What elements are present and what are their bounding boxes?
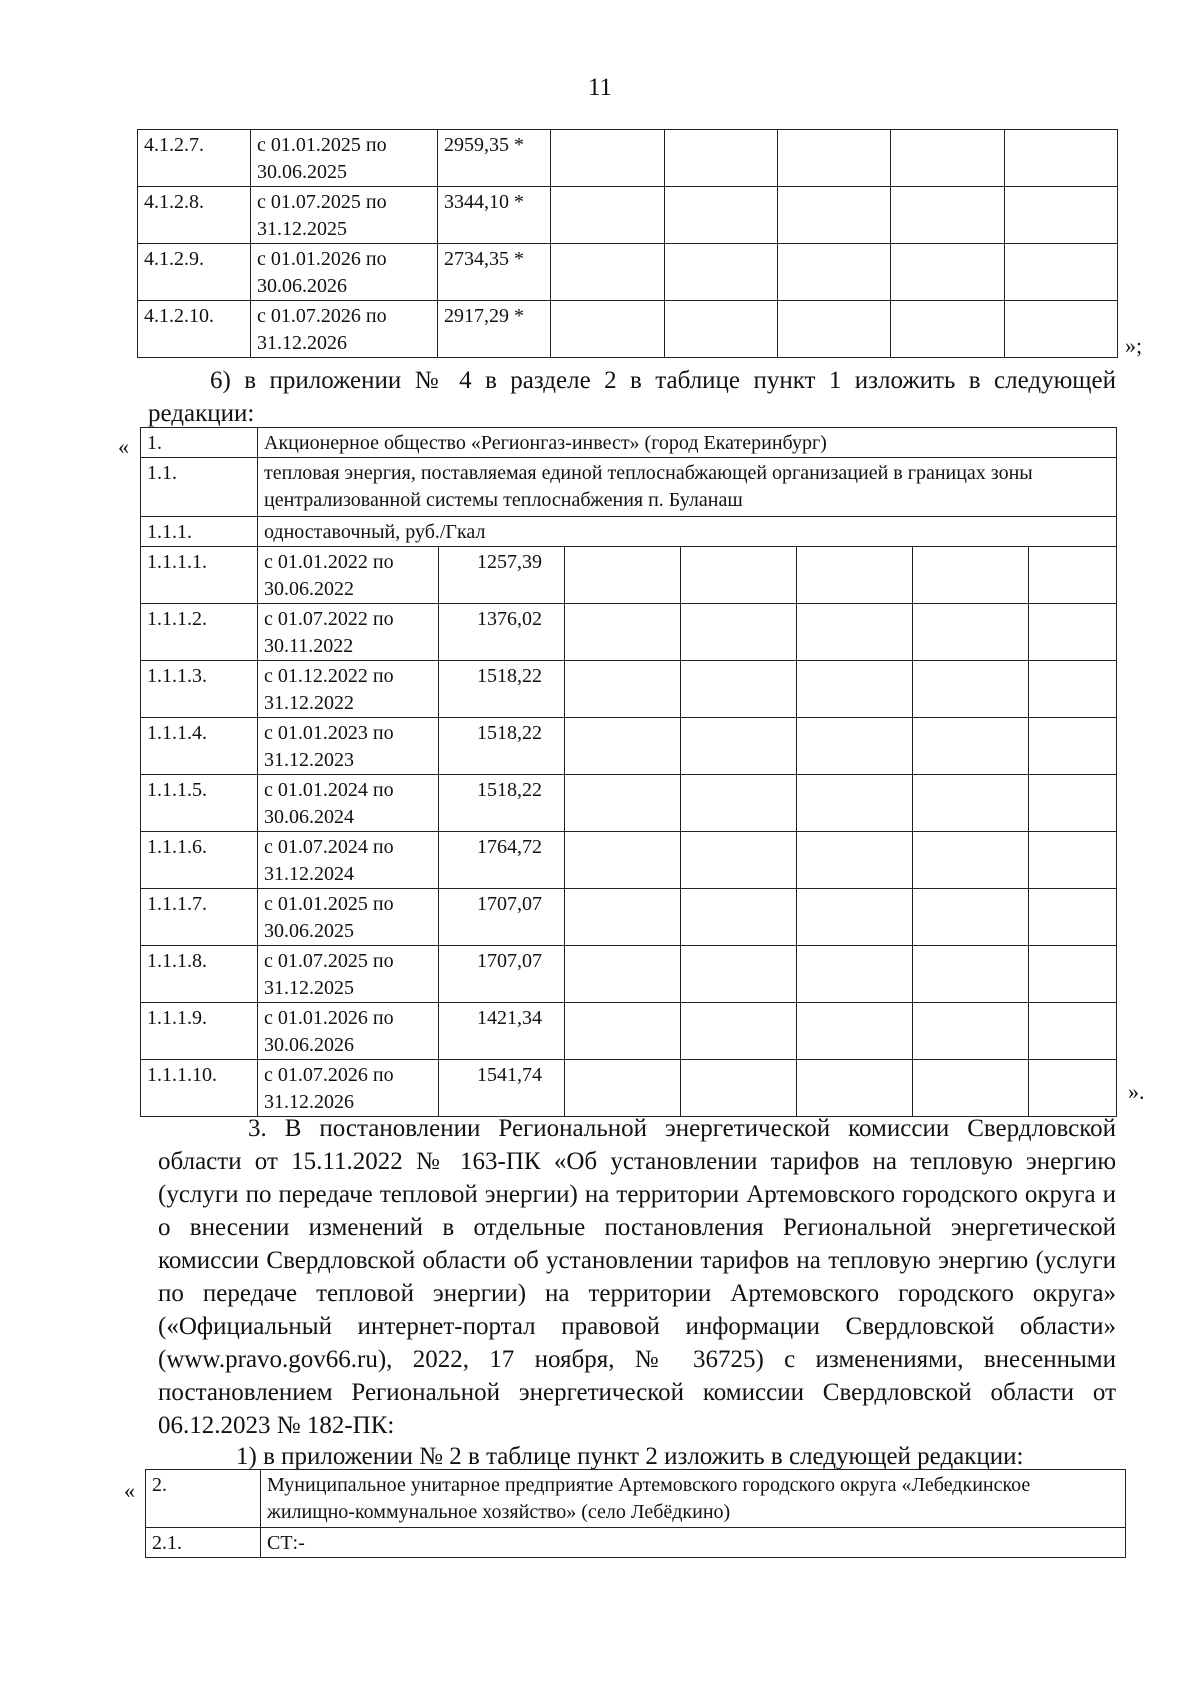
empty-cell [913, 718, 1029, 775]
period-cell: с 01.01.2025 по 30.06.2025 [258, 889, 439, 946]
row-number: 1.1.1.2. [141, 604, 258, 661]
period-cell: с 01.07.2024 по 31.12.2024 [258, 832, 439, 889]
table-row [141, 1003, 1117, 1060]
table-row [141, 661, 1117, 718]
row-number: 1.1.1.7. [141, 889, 258, 946]
service-description: тепловая энергия, поставляемая единой теплоснабжающей организацией в границах зоны централизованной системы теплоснабжения п. Буланаш [258, 458, 1117, 517]
tariff-value: 1707,07 [439, 889, 565, 946]
period-cell: с 01.12.2022 по 31.12.2022 [258, 661, 439, 718]
empty-cell [797, 547, 913, 604]
tariff-table-b [140, 427, 1117, 1117]
tariff-table-a [137, 129, 1118, 358]
empty-cell [681, 946, 797, 1003]
empty-cell [913, 604, 1029, 661]
empty-cell [797, 775, 913, 832]
row-number: 1.1.1.3. [141, 661, 258, 718]
empty-cell [565, 661, 681, 718]
row-number: 1.1.1.9. [141, 1003, 258, 1060]
empty-cell [551, 301, 665, 358]
table-row [141, 547, 1117, 604]
empty-cell [1029, 775, 1117, 832]
tariff-value: 1707,07 [439, 946, 565, 1003]
empty-cell [913, 775, 1029, 832]
row-number: 1. [141, 428, 258, 458]
empty-cell [681, 832, 797, 889]
table-row [146, 1528, 1126, 1558]
empty-cell [565, 832, 681, 889]
row-number: 1.1.1.10. [141, 1060, 258, 1117]
empty-cell [913, 547, 1029, 604]
period-cell: с 01.07.2025 по 31.12.2025 [251, 187, 438, 244]
empty-cell [681, 889, 797, 946]
empty-cell [797, 1060, 913, 1117]
tariff-type: одноставочный, руб./Гкал [258, 517, 1117, 547]
empty-cell [913, 832, 1029, 889]
empty-cell [913, 889, 1029, 946]
empty-cell [681, 661, 797, 718]
empty-cell [665, 130, 778, 187]
tariff-value: 1541,74 [439, 1060, 565, 1117]
empty-cell [778, 130, 891, 187]
table-row [141, 1060, 1117, 1117]
empty-cell [778, 301, 891, 358]
org-name: Муниципальное унитарное предприятие Артемовского городского округа «Лебедкинское жилищно-коммунальное хозяйство» (село Лебёдкино) [261, 1470, 1126, 1528]
empty-cell [681, 718, 797, 775]
row-number: 1.1.1.6. [141, 832, 258, 889]
empty-cell [681, 547, 797, 604]
table-row [138, 301, 1118, 358]
tariff-value: 2917,29 * [438, 301, 551, 358]
org-table-c [145, 1469, 1126, 1558]
table-row [141, 889, 1117, 946]
empty-cell [551, 130, 665, 187]
empty-cell [891, 244, 1005, 301]
table-row [141, 718, 1117, 775]
tariff-value: 1518,22 [439, 718, 565, 775]
empty-cell [681, 1003, 797, 1060]
closing-quote-a: »; [1125, 333, 1143, 358]
empty-cell [1029, 1003, 1117, 1060]
table-row [141, 428, 1117, 458]
empty-cell [681, 604, 797, 661]
empty-cell [797, 1003, 913, 1060]
empty-cell [1029, 1060, 1117, 1117]
org-name: Акционерное общество «Регионгаз-инвест» (город Екатеринбург) [258, 428, 1117, 458]
table-row [141, 458, 1117, 517]
paragraph-1: 1) в приложении № 2 в таблице пункт 2 изложить в следующей редакции: [236, 1443, 1024, 1470]
row-number: 4.1.2.7. [138, 130, 251, 187]
empty-cell [913, 946, 1029, 1003]
empty-cell [778, 244, 891, 301]
row-number: 2.1. [146, 1528, 261, 1558]
row-number: 1.1.1.8. [141, 946, 258, 1003]
tariff-value: 1257,39 [439, 547, 565, 604]
empty-cell [681, 775, 797, 832]
empty-cell [551, 244, 665, 301]
tariff-value: 1518,22 [439, 775, 565, 832]
period-cell: с 01.07.2026 по 31.12.2026 [251, 301, 438, 358]
empty-cell [565, 1003, 681, 1060]
empty-cell [797, 661, 913, 718]
table-row [141, 832, 1117, 889]
table-row [141, 604, 1117, 661]
empty-cell [1029, 946, 1117, 1003]
empty-cell [665, 301, 778, 358]
open-quote-c: « [124, 1478, 135, 1503]
row-number: 1.1.1. [141, 517, 258, 547]
row-number: 1.1. [141, 458, 258, 517]
empty-cell [1029, 832, 1117, 889]
empty-cell [681, 1060, 797, 1117]
paragraph-6: 6) в приложении № 4 в разделе 2 в таблице пункт 1 изложить в следующей редакции: [148, 367, 1116, 427]
tariff-value: 1764,72 [439, 832, 565, 889]
row-number: 2. [146, 1470, 261, 1528]
empty-cell [1005, 301, 1118, 358]
row-number: 4.1.2.9. [138, 244, 251, 301]
period-cell: с 01.01.2024 по 30.06.2024 [258, 775, 439, 832]
empty-cell [1005, 187, 1118, 244]
table-row [141, 946, 1117, 1003]
table-row [138, 130, 1118, 187]
empty-cell [1029, 547, 1117, 604]
empty-cell [778, 187, 891, 244]
period-cell: с 01.01.2026 по 30.06.2026 [251, 244, 438, 301]
empty-cell [797, 718, 913, 775]
empty-cell [913, 661, 1029, 718]
table-row [141, 775, 1117, 832]
tariff-value: 2734,35 * [438, 244, 551, 301]
table-row [138, 187, 1118, 244]
table-row [141, 517, 1117, 547]
empty-cell [565, 775, 681, 832]
empty-cell [565, 547, 681, 604]
empty-cell [665, 187, 778, 244]
empty-cell [913, 1060, 1029, 1117]
period-cell: с 01.07.2026 по 31.12.2026 [258, 1060, 439, 1117]
period-cell: с 01.01.2022 по 30.06.2022 [258, 547, 439, 604]
period-cell: с 01.01.2026 по 30.06.2026 [258, 1003, 439, 1060]
empty-cell [797, 946, 913, 1003]
empty-cell [565, 889, 681, 946]
empty-cell [797, 604, 913, 661]
paragraph-3: 3. В постановлении Региональной энергетической комиссии Свердловской области от 15.11.2022 № 163-ПК «Об установлении тарифов на тепловую энергию (услуги по передаче тепловой энергии) на территории Артемовского городского округа и о внесении изменений в отдельные постановления Региональной энергетической комиссии Свердловской области об установлении тарифов на тепловую энергию (услуги по передаче тепловой энергии) на территории Артемовского городского округа» («Официальный интернет-портал правовой информации Свердловской области» (www.pravo.gov66.ru), 2022, 17 ноября, № 36725) с изменениями, внесенными постановлением Региональной энергетической комиссии Свердловской области от 06.12.2023 № 182-ПК: [158, 1115, 1116, 1439]
empty-cell [565, 1060, 681, 1117]
row-number: 1.1.1.1. [141, 547, 258, 604]
empty-cell [565, 946, 681, 1003]
empty-cell [665, 244, 778, 301]
row-number: 4.1.2.8. [138, 187, 251, 244]
open-quote-b: « [118, 434, 129, 459]
tariff-value: 2959,35 * [438, 130, 551, 187]
empty-cell [1005, 130, 1118, 187]
tariff-value: 1421,34 [439, 1003, 565, 1060]
table-row [146, 1470, 1126, 1528]
empty-cell [565, 718, 681, 775]
empty-cell [1005, 244, 1118, 301]
empty-cell [551, 187, 665, 244]
tariff-value: 1376,02 [439, 604, 565, 661]
table-row [138, 244, 1118, 301]
period-cell: с 01.07.2025 по 31.12.2025 [258, 946, 439, 1003]
page-number: 11 [587, 74, 613, 101]
empty-cell [797, 832, 913, 889]
closing-quote-b: ». [1128, 1079, 1145, 1104]
empty-cell [1029, 889, 1117, 946]
empty-cell [891, 130, 1005, 187]
empty-cell [1029, 718, 1117, 775]
empty-cell [565, 604, 681, 661]
row-number: 1.1.1.4. [141, 718, 258, 775]
empty-cell [1029, 604, 1117, 661]
row-number: 4.1.2.10. [138, 301, 251, 358]
period-cell: с 01.01.2023 по 31.12.2023 [258, 718, 439, 775]
empty-cell [891, 301, 1005, 358]
empty-cell [891, 187, 1005, 244]
tariff-value: 3344,10 * [438, 187, 551, 244]
empty-cell [1029, 661, 1117, 718]
period-cell: с 01.07.2022 по 30.11.2022 [258, 604, 439, 661]
row-number: 1.1.1.5. [141, 775, 258, 832]
period-cell: с 01.01.2025 по 30.06.2025 [251, 130, 438, 187]
empty-cell [913, 1003, 1029, 1060]
tariff-type: СТ:- [261, 1528, 1126, 1558]
empty-cell [797, 889, 913, 946]
tariff-value: 1518,22 [439, 661, 565, 718]
